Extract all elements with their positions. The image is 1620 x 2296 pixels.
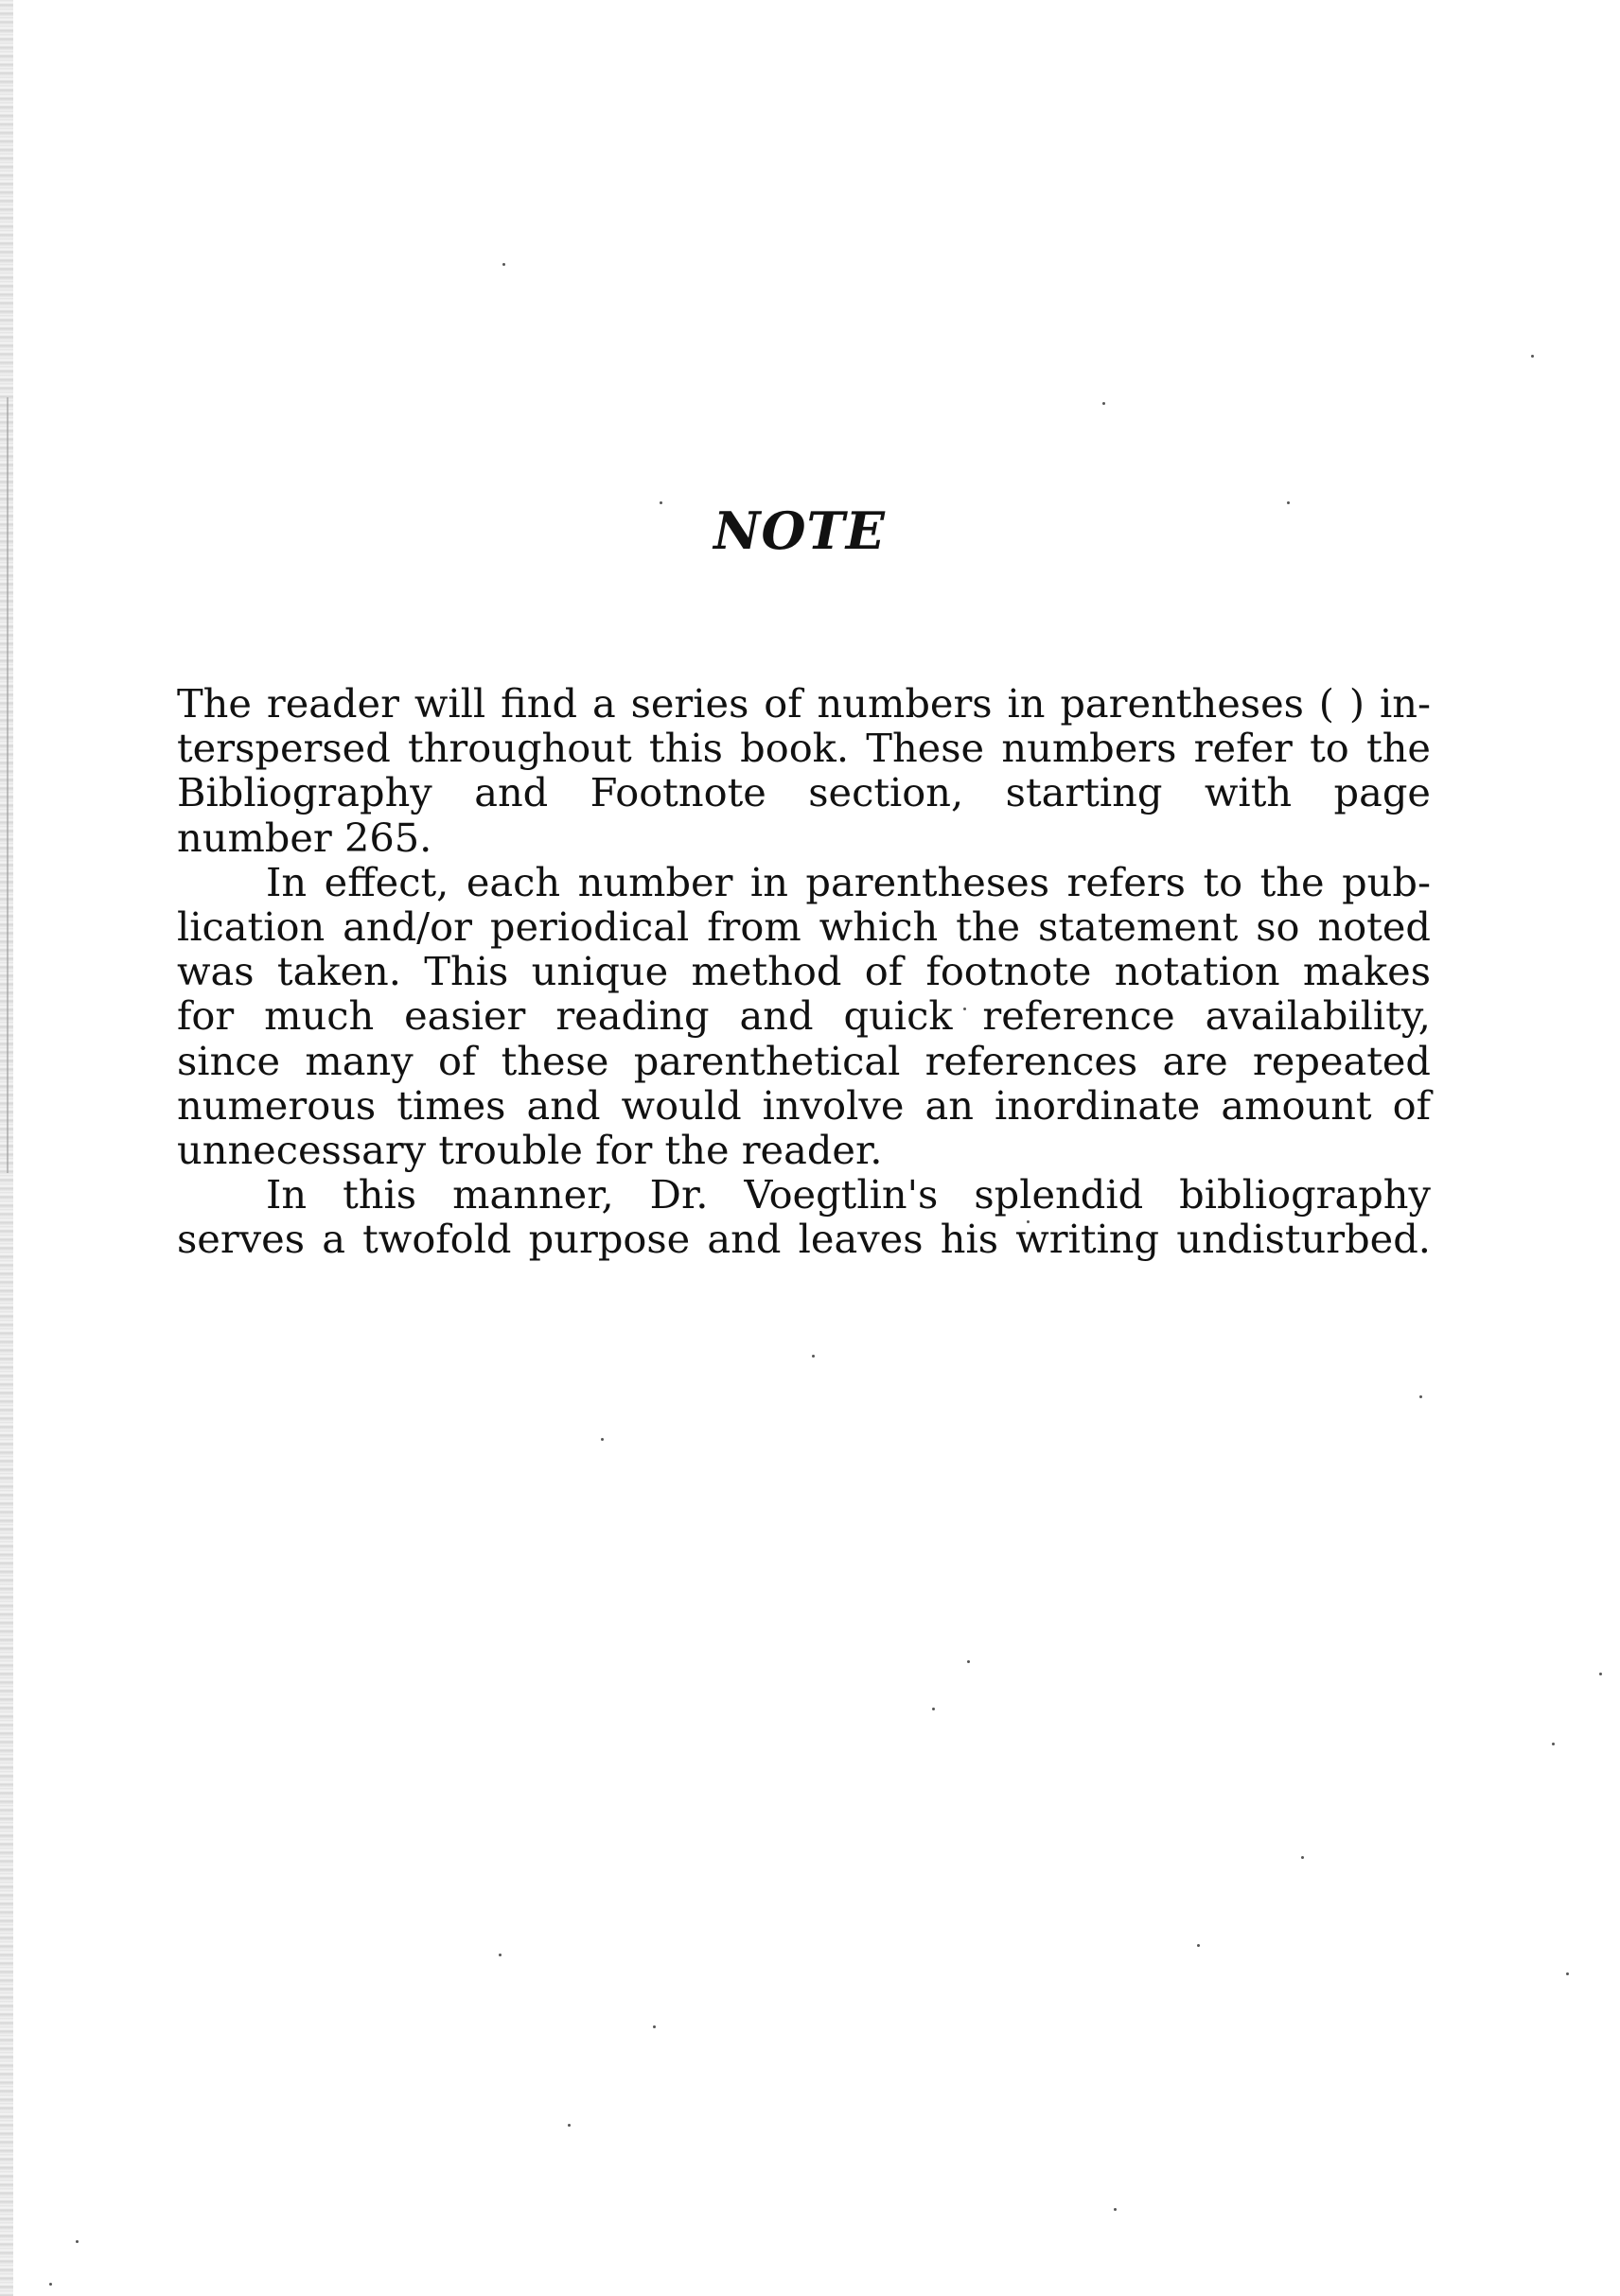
- text-line: The reader will find a series of numbers in parentheses ( ) in-: [177, 680, 1431, 727]
- scan-speck: [499, 1954, 502, 1956]
- text-line: serves a twofold purpose and leaves his writing undisturbed.: [177, 1216, 1431, 1263]
- scan-speck: [49, 2283, 52, 2286]
- scan-speck: [653, 2025, 656, 2028]
- scan-speck: [1419, 1395, 1422, 1398]
- scan-speck: [1552, 1743, 1555, 1745]
- scan-speck: [1599, 1673, 1602, 1675]
- page-title: NOTE: [713, 500, 886, 562]
- scan-speck: [1102, 402, 1105, 405]
- text-line: unnecessary trouble for the reader.: [177, 1126, 883, 1173]
- scan-speck: [1197, 1944, 1200, 1947]
- note-body: [177, 681, 1431, 1261]
- scan-speck: [76, 2240, 79, 2243]
- scan-speck: [932, 1708, 935, 1710]
- text-line: for much easier reading and quick reference availability,: [177, 992, 1431, 1040]
- text-line: was taken. This unique method of footnote notation makes: [177, 948, 1431, 995]
- text-line: lication and/or periodical from which the statement so noted: [177, 903, 1431, 950]
- scan-speck: [568, 2124, 571, 2127]
- scan-speck: [502, 263, 505, 266]
- scan-speck: [812, 1355, 815, 1358]
- scan-speck: [1531, 355, 1534, 358]
- scan-speck: [967, 1660, 970, 1663]
- text-line: Bibliography and Footnote section, starting with page: [177, 769, 1431, 816]
- text-line: In this manner, Dr. Voegtlin's splendid bibliography: [266, 1171, 1431, 1218]
- scan-speck: [1114, 2208, 1117, 2211]
- text-line: since many of these parenthetical references are repeated: [177, 1037, 1431, 1084]
- scan-speck: [601, 1438, 604, 1441]
- text-line: terspersed throughout this book. These numbers refer to the: [177, 725, 1431, 772]
- text-line: In effect, each number in parentheses refers to the pub-: [266, 858, 1431, 905]
- text-line: number 265.: [177, 814, 432, 861]
- scan-speck: [1566, 1972, 1569, 1975]
- text-line: numerous times and would involve an inordinate amount of: [177, 1081, 1431, 1129]
- scan-speck: [1301, 1856, 1304, 1859]
